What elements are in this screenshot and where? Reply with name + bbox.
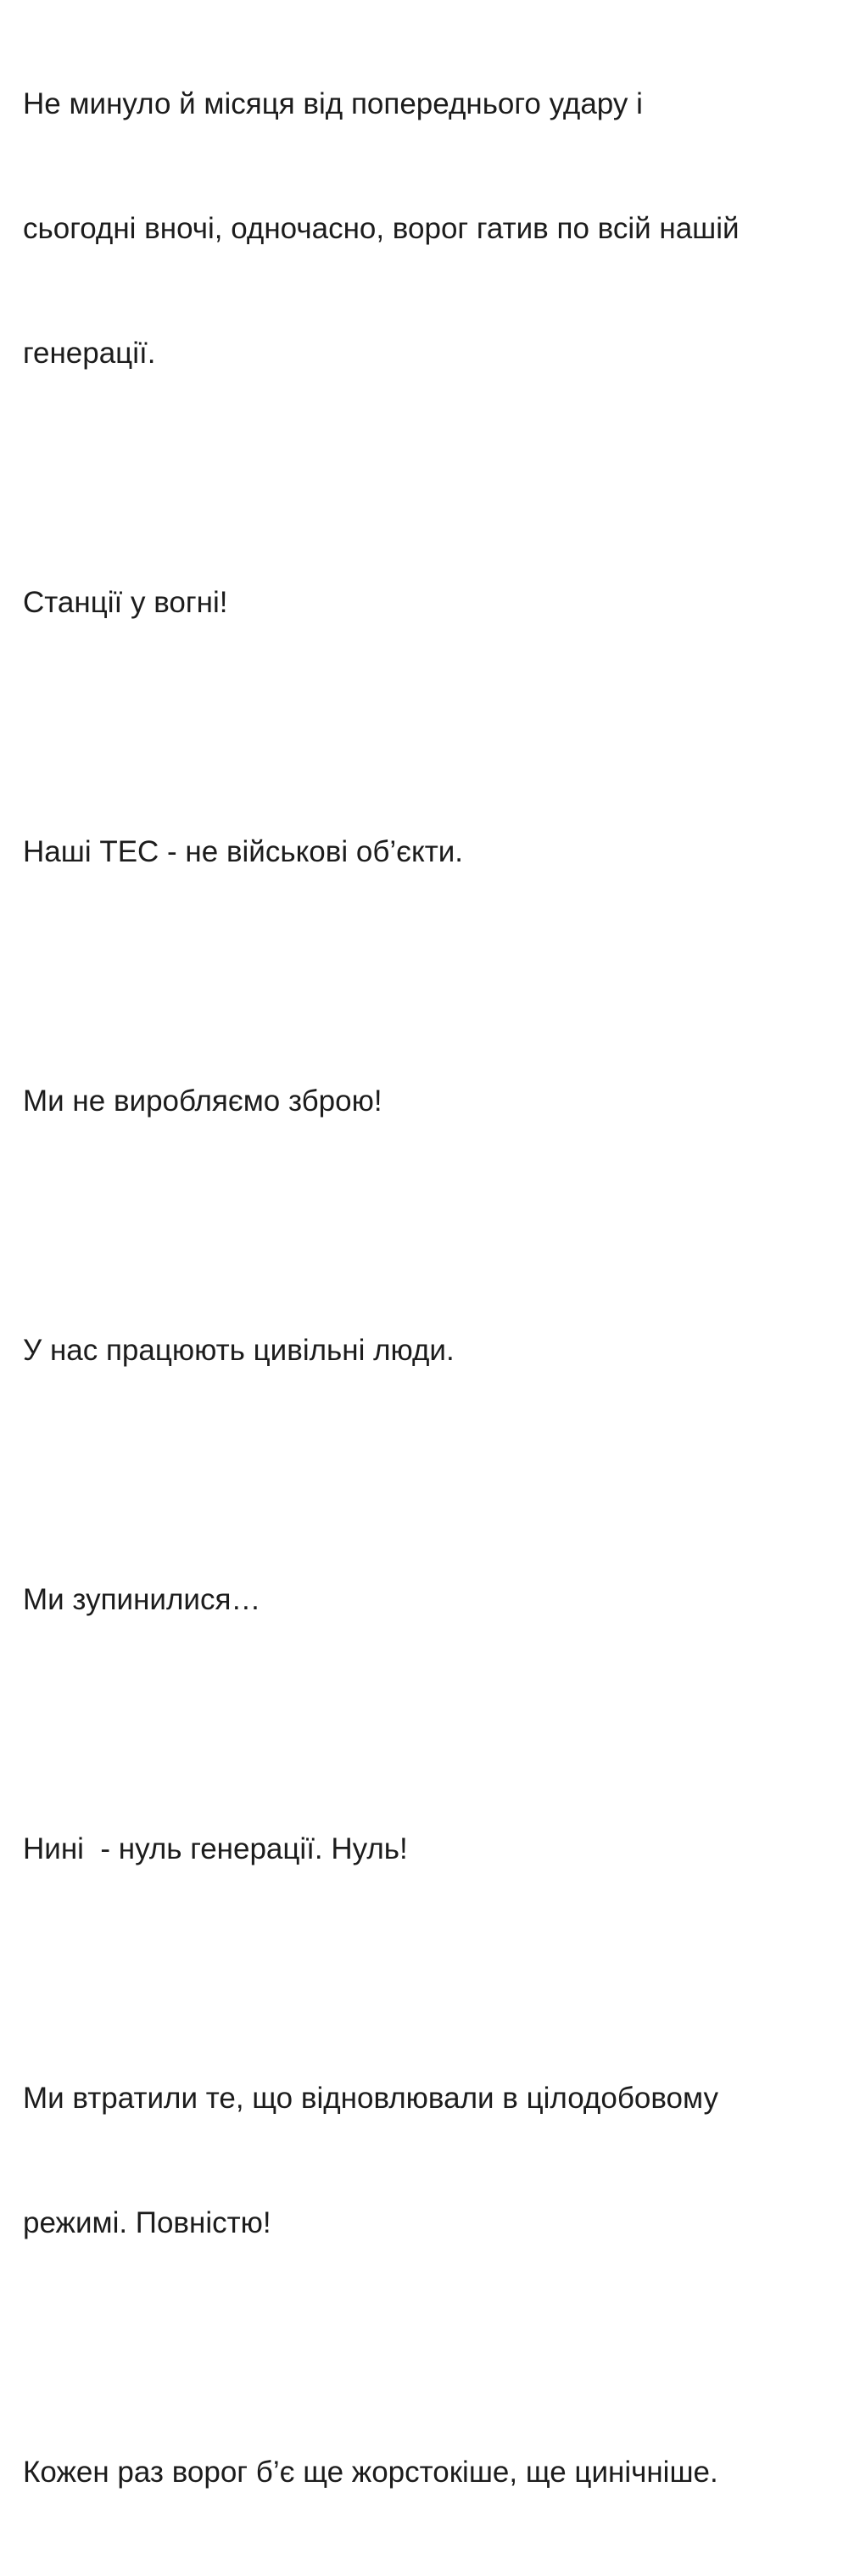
paragraph-gap bbox=[23, 1953, 837, 1994]
paragraph-gap bbox=[23, 1454, 837, 1496]
text-line: Ми втратили те, що відновлювали в цілодобовому bbox=[23, 2082, 718, 2115]
text-line: Нині - нуль генерації. Нуль! bbox=[23, 1832, 408, 1865]
paragraph bbox=[23, 1994, 837, 2327]
paragraph bbox=[23, 1496, 837, 1703]
text-line: У нас працюють цивільні люди. bbox=[23, 1334, 455, 1367]
paragraph bbox=[23, 1745, 837, 1953]
text-line: Наші ТЕС - не військові об’єкти. bbox=[23, 835, 464, 868]
text-line: Ми зупинилися… bbox=[23, 1583, 261, 1616]
text-line: Не минуло й місяця від попереднього удару і bbox=[23, 87, 643, 120]
text-line: режимі. Повністю! bbox=[23, 2206, 271, 2239]
paragraph bbox=[23, 997, 837, 1205]
text-line: Ми не виробляємо зброю! bbox=[23, 1084, 382, 1118]
paragraph-gap bbox=[23, 706, 837, 748]
post-text bbox=[23, 0, 837, 2576]
text-line: сьогодні вночі, одночасно, ворог гатив по всій нашій bbox=[23, 212, 740, 245]
paragraph-gap bbox=[23, 956, 837, 997]
paragraph bbox=[23, 748, 837, 956]
paragraph bbox=[23, 499, 837, 706]
text-line: Кожен раз ворог б’є ще жорстокіше, ще цинічніше. bbox=[23, 2456, 718, 2489]
paragraph-gap bbox=[23, 1205, 837, 1246]
text-line: генерації. bbox=[23, 337, 156, 370]
paragraph bbox=[23, 1246, 837, 1454]
paragraph-gap bbox=[23, 457, 837, 499]
paragraph-gap bbox=[23, 1703, 837, 1745]
paragraph bbox=[23, 2368, 837, 2576]
paragraph bbox=[23, 0, 837, 457]
paragraph-gap bbox=[23, 2327, 837, 2368]
text-line: Станції у вогні! bbox=[23, 586, 228, 619]
